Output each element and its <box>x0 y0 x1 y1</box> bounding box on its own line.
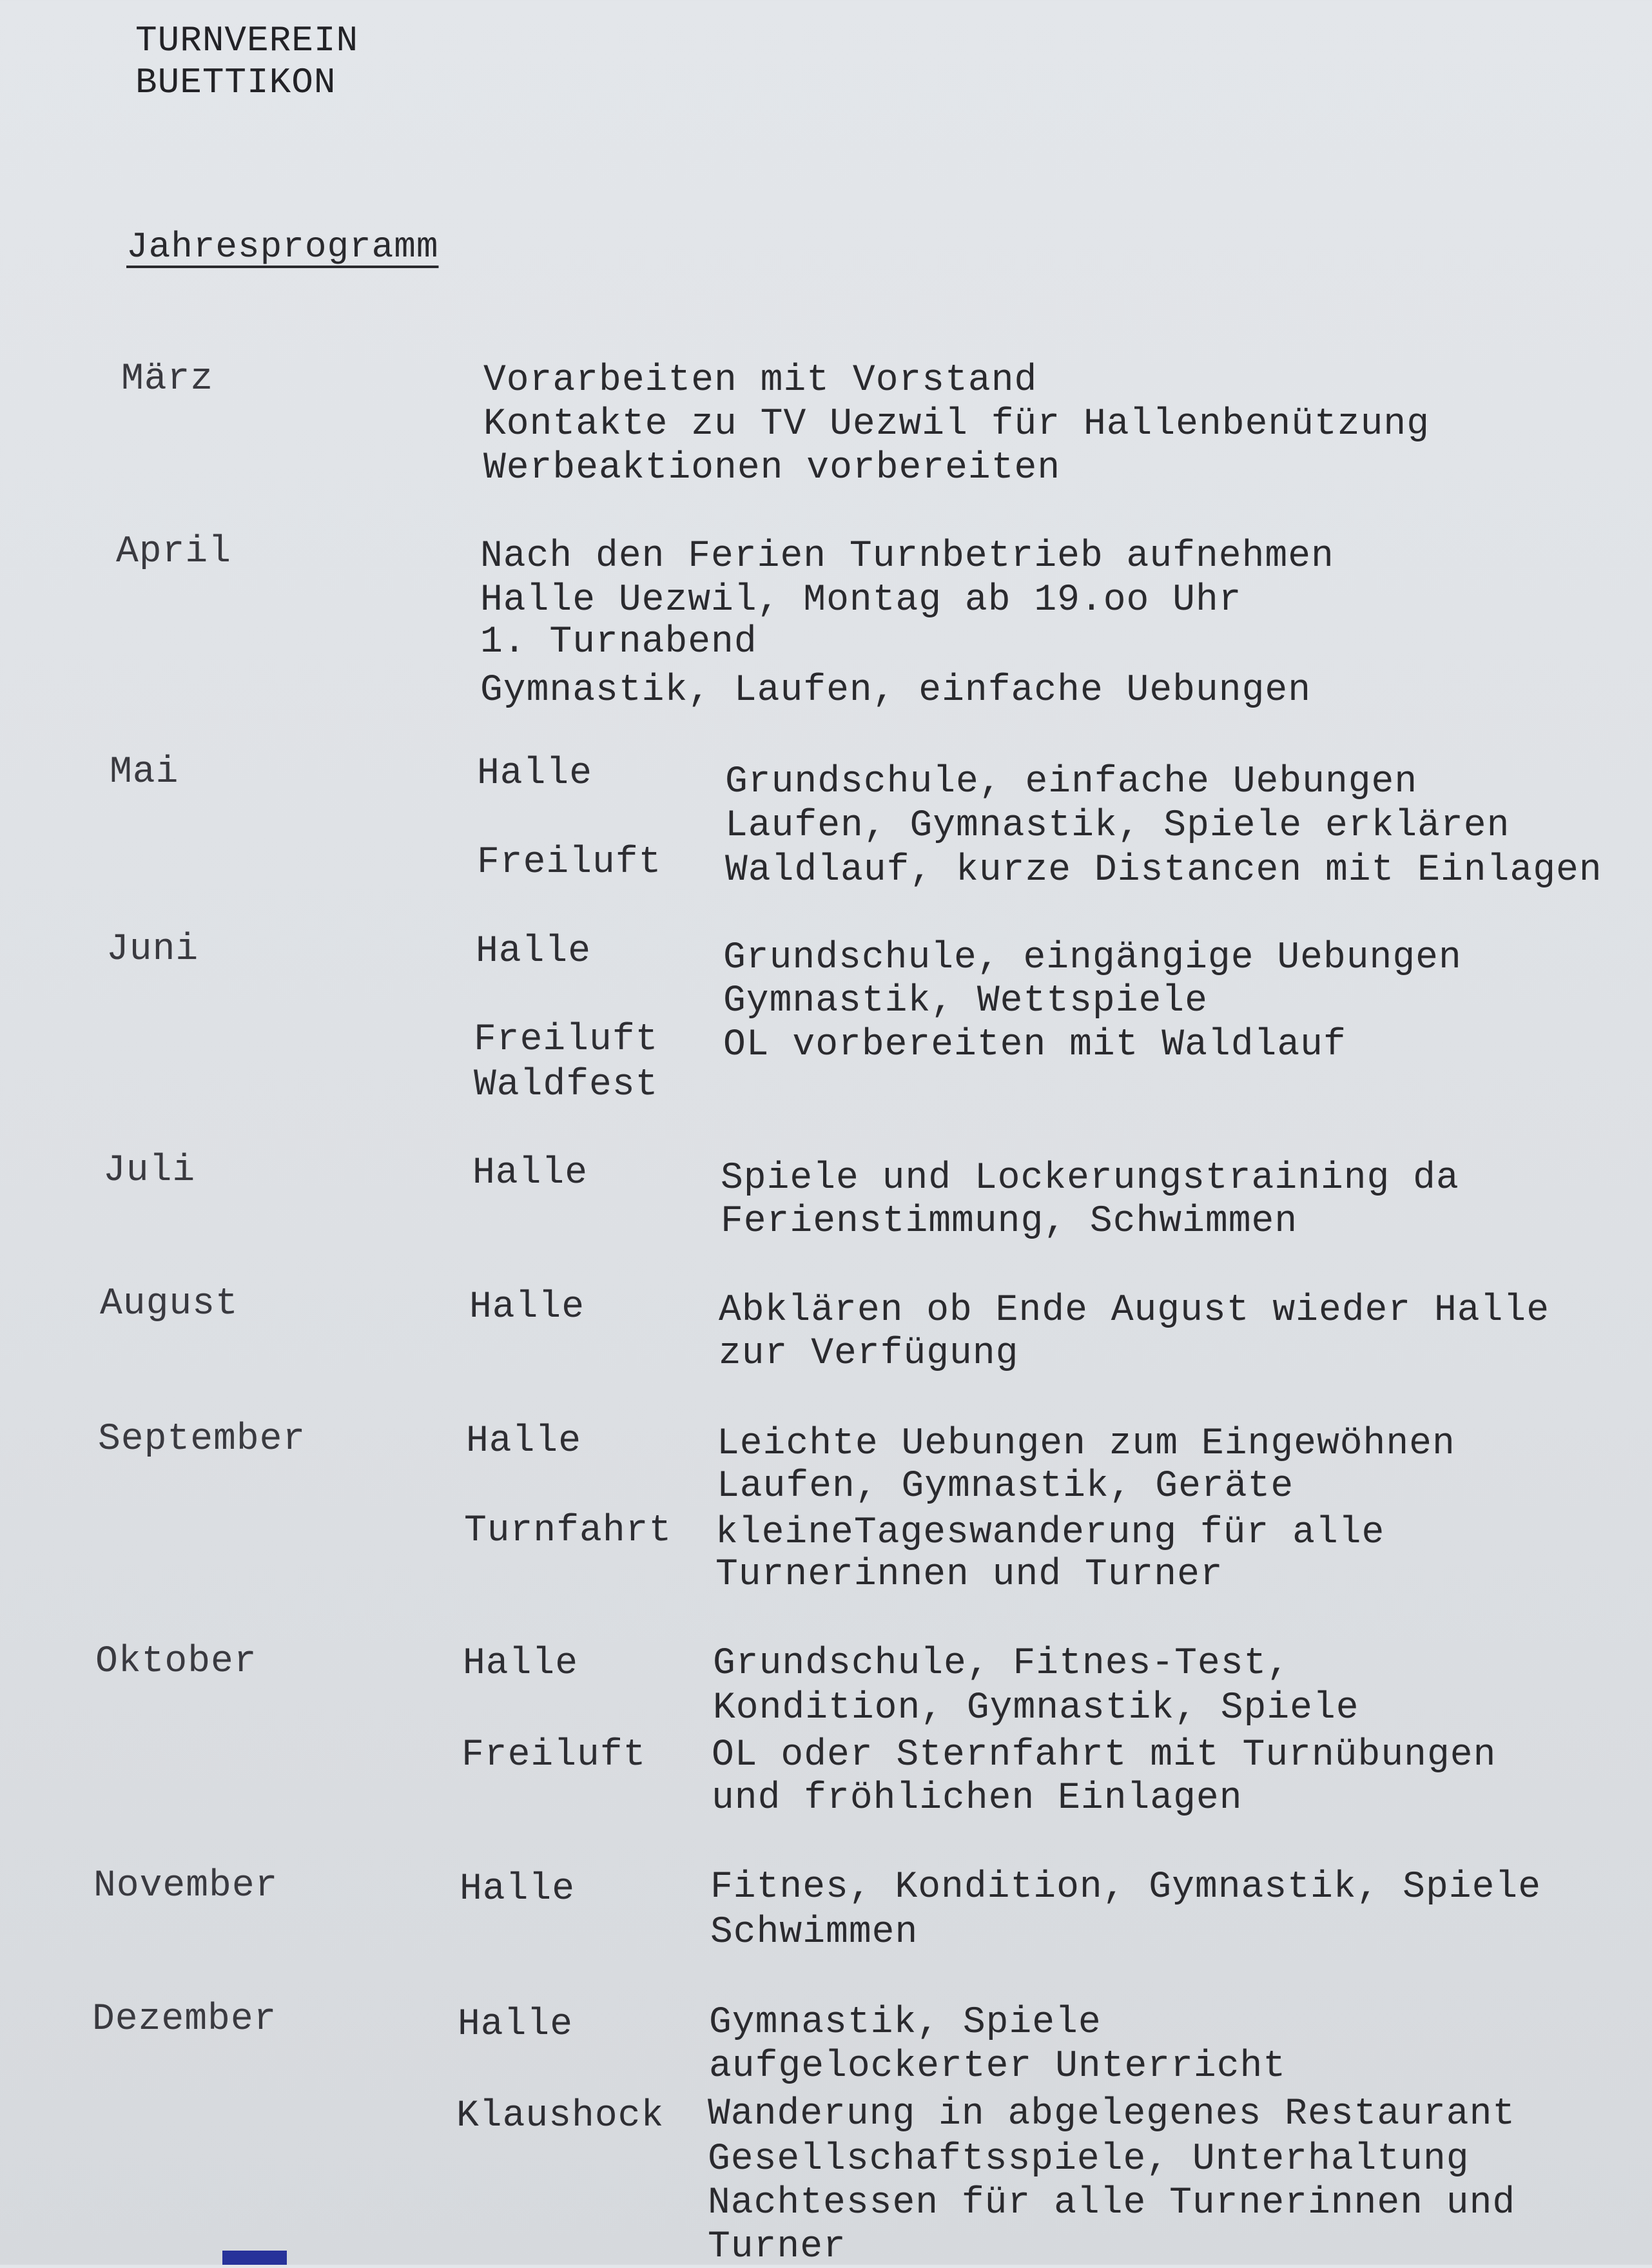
activity-line: Kontakte zu TV Uezwil für Hallenbenützung <box>483 403 1430 445</box>
location-label: Freiluft <box>474 1019 659 1061</box>
month-mai: Mai <box>110 751 179 793</box>
activity-line: Halle Uezwil, Montag ab 19.oo Uhr <box>480 579 1242 621</box>
activity-line: Abklären ob Ende August wieder Halle <box>719 1290 1550 1332</box>
activity-line: Nachtessen für alle Turnerinnen und <box>708 2182 1516 2224</box>
month-juli: Juli <box>103 1150 196 1192</box>
month-maerz: März <box>121 358 214 400</box>
activity-line: Gesellschaftsspiele, Unterhaltung <box>708 2138 1470 2180</box>
location-label: Klaushock <box>456 2095 665 2137</box>
month-april: April <box>116 531 232 573</box>
activity-line: Wanderung in abgelegenes Restaurant <box>708 2093 1516 2135</box>
activity-line: Laufen, Gymnastik, Spiele erklären <box>725 805 1510 847</box>
month-juni: Juni <box>106 929 199 971</box>
activity-line: aufgelockerter Unterricht <box>709 2046 1287 2088</box>
activity-line: Gymnastik, Wettspiele <box>723 980 1208 1022</box>
activity-line: Laufen, Gymnastik, Geräte <box>717 1466 1294 1507</box>
location-label: Turnfahrt <box>464 1510 672 1552</box>
location-label: Waldfest <box>474 1064 659 1106</box>
location-label: Halle <box>476 931 592 973</box>
location-label: Halle <box>472 1152 588 1194</box>
activity-line: Nach den Ferien Turnbetrieb aufnehmen <box>480 536 1334 577</box>
location-label: Halle <box>458 2004 574 2046</box>
club-name-line-2: BUETTIKON <box>135 62 336 103</box>
activity-line: Werbeaktionen vorbereiten <box>483 447 1061 489</box>
activity-line: Turner <box>708 2226 846 2268</box>
activity-line: Gymnastik, Laufen, einfache Uebungen <box>480 670 1312 712</box>
activity-line: Gymnastik, Spiele <box>709 2002 1102 2044</box>
location-label: Halle <box>466 1420 582 1462</box>
activity-line: Grundschule, Fitnes-Test, <box>713 1643 1290 1685</box>
activity-line: 1. Turnabend <box>480 621 757 663</box>
activity-line: Kondition, Gymnastik, Spiele <box>713 1687 1359 1729</box>
blue-edge-mark <box>222 2251 287 2265</box>
activity-line: Ferienstimmung, Schwimmen <box>721 1201 1298 1243</box>
activity-line: Spiele und Lockerungstraining da <box>721 1158 1459 1199</box>
activity-line: Schwimmen <box>710 1912 918 1953</box>
activity-line: Turnerinnen und Turner <box>715 1554 1223 1596</box>
activity-line: Vorarbeiten mit Vorstand <box>483 360 1038 402</box>
activity-line: Leichte Uebungen zum Eingewöhnen <box>717 1423 1455 1465</box>
location-label: Halle <box>477 753 593 795</box>
month-september: September <box>98 1419 306 1460</box>
month-oktober: Oktober <box>95 1641 257 1683</box>
activity-line: kleineTageswanderung für alle <box>715 1512 1385 1554</box>
month-november: November <box>93 1865 278 1907</box>
activity-line: Waldlauf, kurze Distancen mit Einlagen <box>725 849 1602 891</box>
month-august: August <box>100 1283 238 1325</box>
location-label: Halle <box>463 1643 579 1685</box>
activity-line: OL vorbereiten mit Waldlauf <box>723 1024 1346 1066</box>
activity-line: Grundschule, einfache Uebungen <box>725 761 1418 803</box>
activity-line: Fitnes, Kondition, Gymnastik, Spiele <box>710 1866 1542 1908</box>
activity-line: OL oder Sternfahrt mit Turnübungen <box>712 1734 1497 1776</box>
month-dezember: Dezember <box>92 1999 277 2040</box>
location-label: Freiluft <box>477 842 662 884</box>
activity-line: Grundschule, eingängige Uebungen <box>723 937 1462 979</box>
location-label: Halle <box>469 1286 585 1328</box>
activity-line: und fröhlichen Einlagen <box>712 1778 1243 1819</box>
page-title: Jahresprogramm <box>126 226 439 267</box>
club-name-line-1: TURNVEREIN <box>135 20 359 61</box>
activity-line: zur Verfügung <box>719 1333 1019 1375</box>
location-label: Freiluft <box>462 1734 646 1776</box>
location-label: Halle <box>460 1868 576 1910</box>
